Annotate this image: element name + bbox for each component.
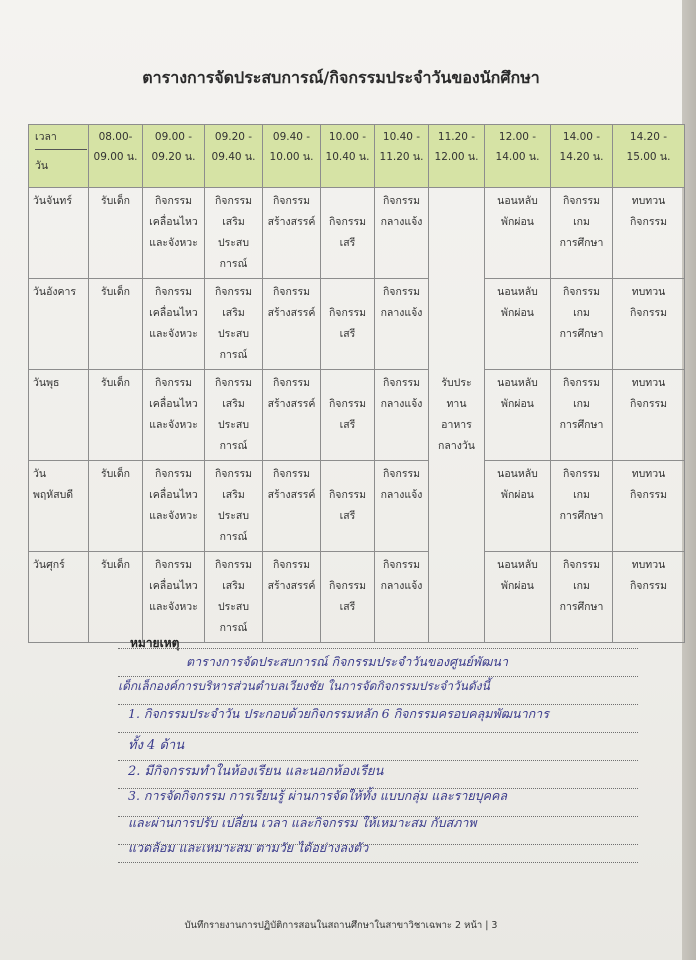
activity-cell: กิจกรรม เสรี (321, 279, 375, 370)
activity-cell: กิจกรรม เสรี (321, 552, 375, 643)
activity-cell: ทบทวน กิจกรรม (613, 461, 685, 552)
time-header: 10.00 - 10.40 น. (321, 125, 375, 188)
activity-cell: กิจกรรม กลางแจ้ง (375, 370, 429, 461)
time-header: 10.40 - 11.20 น. (375, 125, 429, 188)
activity-cell: กิจกรรม เสริม ประสบ การณ์ (205, 370, 263, 461)
time-header: 14.20 - 15.00 น. (613, 125, 685, 188)
activity-cell: กิจกรรม เสริม ประสบ การณ์ (205, 461, 263, 552)
time-header: 08.00- 09.00 น. (89, 125, 143, 188)
activity-cell: ทบทวน กิจกรรม (613, 552, 685, 643)
handwritten-line: ตารางการจัดประสบการณ์ กิจกรรมประจำวันของศูนย์พัฒนา (186, 654, 508, 669)
time-label: เวลา (35, 131, 57, 143)
activity-cell: กิจกรรม เกม การศึกษา (551, 370, 613, 461)
header-row (29, 125, 685, 188)
table-row (29, 552, 685, 643)
activity-cell: กิจกรรม เกม การศึกษา (551, 188, 613, 279)
handwritten-line: ทั้ง 4 ด้าน (128, 738, 185, 753)
ruled-line (118, 732, 638, 733)
activity-cell: นอนหลับ พักผ่อน (485, 552, 551, 643)
handwritten-line: และผ่านการปรับ เปลี่ยน เวลา และกิจกรรม ให้เหมาะสม กับสภาพ (128, 815, 477, 830)
activity-cell: นอนหลับ พักผ่อน (485, 461, 551, 552)
activity-cell: รับเด็ก (89, 279, 143, 370)
time-header: 09.40 - 10.00 น. (263, 125, 321, 188)
corner-divider (35, 149, 87, 150)
activity-cell: กิจกรรม เคลื่อนไหว และจังหวะ (143, 370, 205, 461)
time-header: 12.00 - 14.00 น. (485, 125, 551, 188)
day-cell: วัน พฤหัสบดี (29, 461, 89, 552)
corner-cell (29, 125, 89, 188)
activity-cell: กิจกรรม เคลื่อนไหว และจังหวะ (143, 461, 205, 552)
handwritten-line: 3. การจัดกิจกรรม การเรียนรู้ ผ่านการจัดให้ทั้ง แบบกลุ่ม และรายบุคคล (128, 788, 508, 803)
activity-cell: กิจกรรม เกม การศึกษา (551, 461, 613, 552)
activity-cell: รับเด็ก (89, 188, 143, 279)
handwritten-line: เด็กเล็กองค์การบริหารส่วนตำบลเวียงชัย ในการจัดกิจกรรมประจำวันดังนี้ (118, 679, 490, 693)
activity-cell: กิจกรรม กลางแจ้ง (375, 461, 429, 552)
day-cell: วันอังคาร (29, 279, 89, 370)
schedule-table (28, 124, 685, 643)
activity-cell: รับเด็ก (89, 552, 143, 643)
handwritten-line: 2. มีกิจกรรมทำในห้องเรียน และนอกห้องเรียน (128, 764, 384, 779)
activity-cell: กิจกรรม กลางแจ้ง (375, 188, 429, 279)
table-row (29, 279, 685, 370)
day-cell: วันจันทร์ (29, 188, 89, 279)
activity-cell: กิจกรรม เสริม ประสบ การณ์ (205, 279, 263, 370)
activity-cell: กิจกรรม เสรี (321, 461, 375, 552)
activity-cell: กิจกรรม กลางแจ้ง (375, 552, 429, 643)
lunch-cell: รับประ ทาน อาหาร กลางวัน (429, 188, 485, 643)
ruled-line (118, 862, 638, 863)
activity-cell: กิจกรรม สร้างสรรค์ (263, 188, 321, 279)
activity-cell: นอนหลับ พักผ่อน (485, 188, 551, 279)
table-row (29, 370, 685, 461)
table-row (29, 461, 685, 552)
activity-cell: กิจกรรม กลางแจ้ง (375, 279, 429, 370)
table-row (29, 188, 685, 279)
activity-cell: กิจกรรม เคลื่อนไหว และจังหวะ (143, 552, 205, 643)
page-footer: บันทึกรายงานการปฏิบัติการสอนในสถานศึกษาในสาขาวิชาเฉพาะ 2 หน้า | 3 (184, 920, 498, 931)
activity-cell: กิจกรรม เกม การศึกษา (551, 552, 613, 643)
activity-cell: กิจกรรม เสริม ประสบ การณ์ (205, 552, 263, 643)
time-header: 09.20 - 09.40 น. (205, 125, 263, 188)
activity-cell: กิจกรรม สร้างสรรค์ (263, 370, 321, 461)
activity-cell: นอนหลับ พักผ่อน (485, 370, 551, 461)
activity-cell: นอนหลับ พักผ่อน (485, 279, 551, 370)
time-header: 11.20 - 12.00 น. (429, 125, 485, 188)
day-label: วัน (35, 160, 49, 172)
activity-cell: กิจกรรม สร้างสรรค์ (263, 279, 321, 370)
handwritten-line: 1. กิจกรรมประจำวัน ประกอบด้วยกิจกรรมหลัก 6 กิจกรรมครอบคลุมพัฒนาการ (128, 706, 549, 721)
activity-cell: กิจกรรม เสรี (321, 370, 375, 461)
activity-cell: กิจกรรม เคลื่อนไหว และจังหวะ (143, 188, 205, 279)
activity-cell: รับเด็ก (89, 461, 143, 552)
activity-cell: ทบทวน กิจกรรม (613, 370, 685, 461)
activity-cell: กิจกรรม เกม การศึกษา (551, 279, 613, 370)
activity-cell: ทบทวน กิจกรรม (613, 279, 685, 370)
notes-label: หมายเหตุ (130, 636, 180, 650)
handwritten-line: แวดล้อม และเหมาะสม ตามวัย ได้อย่างลงตัว (128, 840, 369, 855)
activity-cell: กิจกรรม สร้างสรรค์ (263, 552, 321, 643)
time-header: 14.00 - 14.20 น. (551, 125, 613, 188)
activity-cell: กิจกรรม เคลื่อนไหว และจังหวะ (143, 279, 205, 370)
ruled-line (118, 648, 638, 649)
activity-cell: กิจกรรม เสรี (321, 188, 375, 279)
activity-cell: รับเด็ก (89, 370, 143, 461)
page-title: ตารางการจัดประสบการณ์/กิจกรรมประจำวันของนักศึกษา (142, 68, 540, 87)
time-header: 09.00 - 09.20 น. (143, 125, 205, 188)
day-cell: วันพุธ (29, 370, 89, 461)
activity-cell: ทบทวน กิจกรรม (613, 188, 685, 279)
activity-cell: กิจกรรม เสริม ประสบ การณ์ (205, 188, 263, 279)
day-cell: วันศุกร์ (29, 552, 89, 643)
activity-cell: กิจกรรม สร้างสรรค์ (263, 461, 321, 552)
